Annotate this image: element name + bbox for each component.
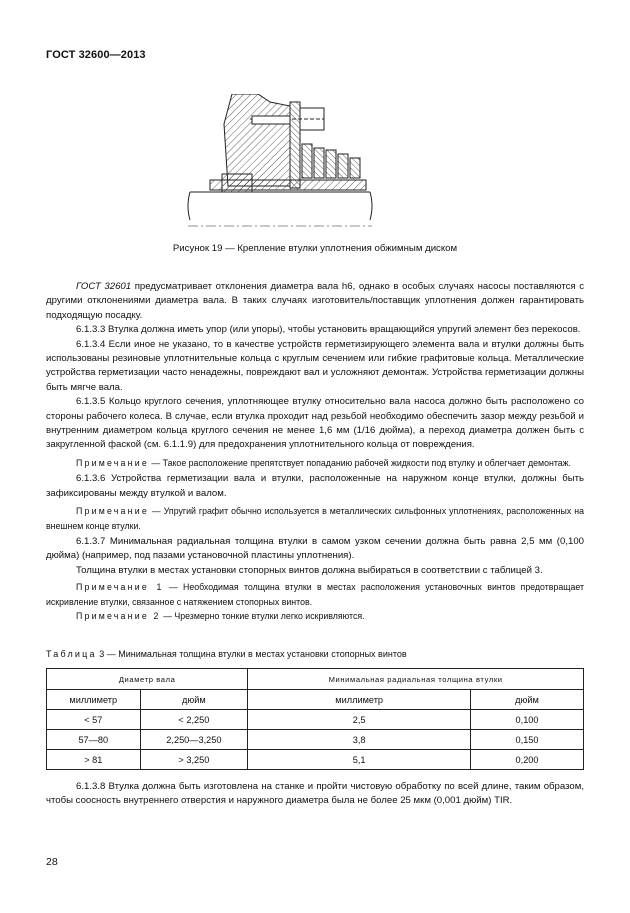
paragraph-6-1-3-4: 6.1.3.4 Если иное не указано, то в качестве устройств герметизирующего элемента вала и втулки должны быть использованы резиновые уплотнительные кольца с круглым сечением или гибкие графитовые кольца. Металлические устройства герметизации часто ненадежны, повреждают вал и усложняют демонтаж. Устройства герметизации должны быть мягче вала.: [46, 338, 584, 393]
table-row: [47, 710, 584, 730]
table-cell: 3,8: [248, 730, 471, 750]
paragraph-6-1-3-7: 6.1.3.7 Минимальная радиальная толщина втулки в самом узком сечении должна быть равна 2,5 мм (0,100 дюйма) (например, под пазами установочной пластины уплотнения).: [46, 535, 584, 562]
table-cell: > 3,250: [140, 750, 248, 770]
figure-19-drawing: [180, 94, 380, 234]
table-group-header: Минимальная радиальная толщина втулки: [248, 669, 584, 690]
paragraph-6-1-3-5: 6.1.3.5 Кольцо круглого сечения, уплотняющее втулку относительно вала насоса должно быть расположено со стороны рабочего колеса. В случае, если втулка проходит над резьбой необходимо обеспечить зазор между резьбой и внутренним диаметром кольца круглого сечения не менее 1,6 мм (1/16 дюйма), а переход диаметра должен быть с закругленной фаской (см. 6.1.1.9) для предохранения уплотнительного кольца от повреждения.: [46, 396, 584, 451]
note-1: Примечание — Такое расположение препятствует попаданию рабочей жидкости под втулку и облегчает демонтаж.: [76, 457, 571, 468]
table-cell: > 81: [47, 750, 141, 770]
document-header: ГОСТ 32600—2013: [46, 49, 146, 61]
table-subheader: миллиметр: [248, 690, 471, 710]
table-cell: 0,100: [471, 710, 584, 730]
table-cell: 2,250—3,250: [140, 730, 248, 750]
figure-caption: Рисунок 19 — Крепление втулки уплотнения обжимным диском: [172, 243, 458, 254]
standard-reference: ГОСТ 32601: [76, 281, 132, 292]
closing-text: [46, 780, 584, 809]
table-cell: < 2,250: [140, 710, 248, 730]
page-number: 28: [46, 856, 58, 868]
paragraph-6-1-3-8: 6.1.3.8 Втулка должна быть изготовлена на станке и пройти чистовую обработку по всей длине, таким образом, чтобы соосность внутреннего отверстия и наружного диаметра была не более 25 мкм (0,001 дюйм) TIR.: [46, 781, 584, 807]
table-subheader: дюйм: [140, 690, 248, 710]
table-group-header: Диаметр вала: [47, 669, 248, 690]
note-4: Примечание 2 — Чрезмерно тонкие втулки легко искривляются.: [76, 610, 365, 621]
paragraph-table-reference: Толщина втулки в местах установки стопорных винтов должна выбираться в соответствии с таблицей 3.: [76, 564, 543, 576]
table-subheader: миллиметр: [47, 690, 141, 710]
table-row: [47, 750, 584, 770]
note-3: Примечание 1 — Необходимая толщина втулки в местах расположения установочных винтов предотвращает искривление втулки, связанное с натяжением стопорных винтов.: [46, 582, 584, 607]
table-cell: 57—80: [47, 730, 141, 750]
table-cell: 0,200: [471, 750, 584, 770]
paragraph-6-1-3-3: 6.1.3.3 Втулка должна иметь упор (или упоры), чтобы установить вращающийся упругий элемент без перекосов.: [76, 324, 581, 336]
paragraph-gost-reference: ГОСТ 32601 предусматривает отклонения диаметра вала h6, однако в особых случаях насосы поставляются с другими отклонениями диаметра вала. В таких случаях изготовитель/поставщик уплотнения должен гарантировать подходящую посадку.: [46, 281, 584, 321]
table-cell: < 57: [47, 710, 141, 730]
table-cell: 5,1: [248, 750, 471, 770]
body-text: [46, 280, 584, 623]
table-cell: 2,5: [248, 710, 471, 730]
sleeve-thickness-table: [46, 668, 584, 770]
paragraph-6-1-3-6: 6.1.3.6 Устройства герметизации вала и втулки, расположенные на наружном конце втулки, должны быть зафиксированы между втулкой и валом.: [46, 473, 584, 499]
table-caption: Таблица 3 — Минимальная толщина втулки в местах установки стопорных винтов: [46, 649, 407, 659]
note-2: Примечание — Упругий графит обычно используется в металлических сильфонных уплотнениях, расположенных на внешнем конце втулки.: [46, 506, 584, 531]
table-row: [47, 730, 584, 750]
table-cell: 0,150: [471, 730, 584, 750]
table-subheader: дюйм: [471, 690, 584, 710]
